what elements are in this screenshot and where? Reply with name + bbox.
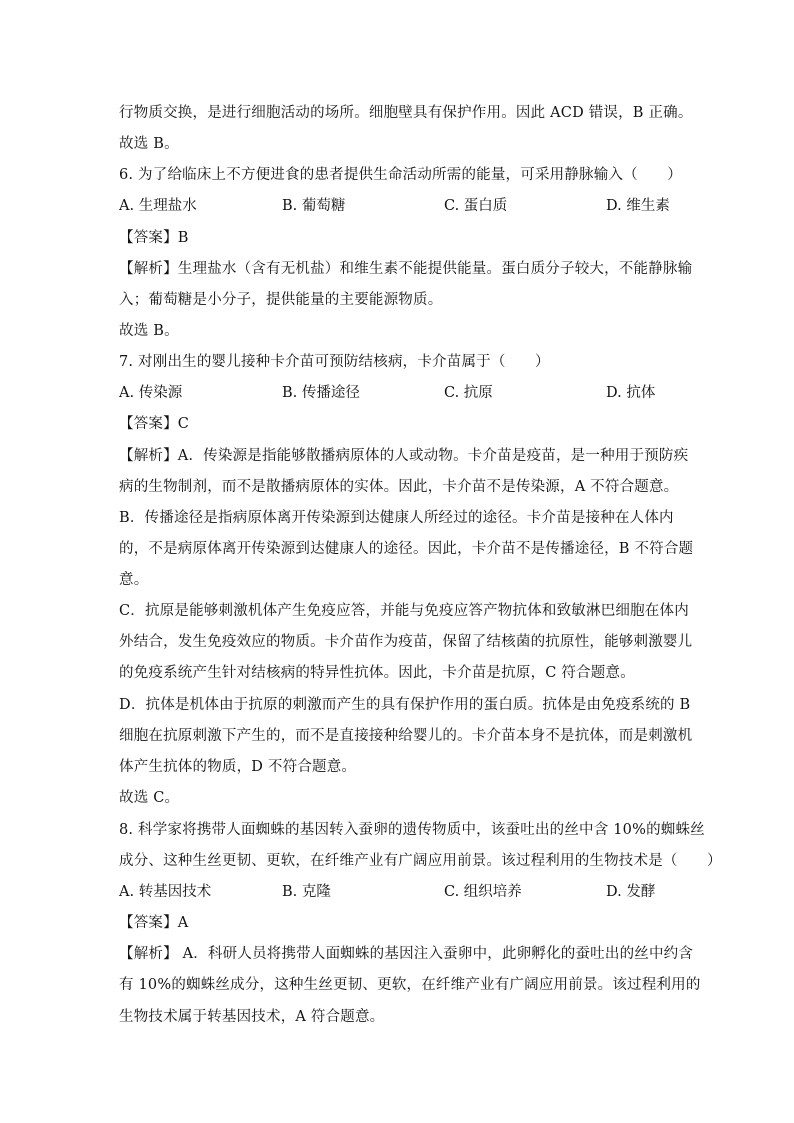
q7-explanation: 【解析】A．传染源是指能够散播病原体的人或动物。卡介苗是疫苗，是一种用于预防疾 — [119, 448, 689, 464]
q6-explanation: 【解析】生理盐水（含有无机盐）和维生素不能提供能量。蛋白质分子较大，不能静脉输 — [119, 261, 693, 277]
question-7: 7. 对刚出生的婴儿接种卡介苗可预防结核病，卡介苗属于（ ） — [119, 354, 550, 370]
q8-option-d: D. 发酵 — [606, 884, 656, 900]
q6-explanation: 入；葡萄糖是小分子，提供能量的主要能源物质。 — [119, 292, 443, 308]
q7-option-a: A. 传染源 — [119, 385, 183, 401]
q7-option-b: B. 传播途径 — [282, 385, 360, 401]
q7-explanation: 体产生抗体的物质，D 不符合题意。 — [119, 759, 357, 775]
q7-explanation: D．抗体是机体由于抗原的刺激而产生的具有保护作用的蛋白质。抗体是由免疫系统的 B — [119, 697, 691, 713]
q8-option-b: B. 克隆 — [282, 884, 331, 900]
q7-explanation: C．抗原是能够刺激机体产生免疫应答，并能与免疫应答产物抗体和致敏淋巴细胞在体内 — [119, 603, 689, 619]
q8-explanation: 有 10%的蜘蛛丝成分，这种生丝更韧、更软，在纤维产业有广阔应用前景。该过程利用的 — [119, 977, 701, 993]
q6-selection: 故选 B。 — [119, 323, 179, 339]
q6-option-a: A. 生理盐水 — [119, 198, 197, 214]
q6-answer: 【答案】B — [119, 230, 189, 246]
q7-selection: 故选 C。 — [119, 790, 180, 806]
q7-explanation: 的免疫系统产生针对结核病的特异性抗体。因此，卡介苗是抗原，C 符合题意。 — [119, 665, 635, 681]
question-8: 8. 科学家将携带人面蜘蛛的基因转入蚕卵的遗传物质中，该蚕吐出的丝中含 10%的蜘蛛丝 — [119, 822, 705, 838]
q7-answer: 【答案】C — [119, 416, 190, 432]
q6-option-d: D. 维生素 — [606, 198, 670, 214]
q7-explanation: 的，不是病原体离开传染源到达健康人的途径。因此，卡介苗不是传播途径，B 不符合题 — [119, 541, 694, 557]
q8-option-c: C. 组织培养 — [444, 884, 522, 900]
q6-option-b: B. 葡萄糖 — [282, 198, 346, 214]
text-line: 行物质交换，是进行细胞活动的场所。细胞壁具有保护作用。因此 ACD 错误，B 正确。 — [119, 105, 693, 121]
q7-explanation: B．传播途径是指病原体离开传染源到达健康人所经过的途径。卡介苗是接种在人体内 — [119, 510, 674, 526]
q6-option-c: C. 蛋白质 — [444, 198, 508, 214]
q7-explanation: 意。 — [119, 572, 149, 588]
q7-option-c: C. 抗原 — [444, 385, 493, 401]
question-8: 成分、这种生丝更韧、更软，在纤维产业有广阔应用前景。该过程利用的生物技术是（ ） — [119, 853, 722, 869]
q7-explanation: 外结合，发生免疫效应的物质。卡介苗作为疫苗，保留了结核菌的抗原性，能够刺激婴儿 — [119, 634, 693, 650]
q7-explanation: 细胞在抗原刺激下产生的，而不是直接接种给婴儿的。卡介苗本身不是抗体，而是刺激机 — [119, 728, 693, 744]
q8-option-a: A. 转基因技术 — [119, 884, 212, 900]
q8-explanation: 【解析】 A．科研人员将携带人面蜘蛛的基因注入蚕卵中，此卵孵化的蚕吐出的丝中约含 — [119, 946, 694, 962]
q8-answer: 【答案】A — [119, 915, 189, 931]
q7-option-d: D. 抗体 — [606, 385, 656, 401]
q7-explanation: 病的生物制剂，而不是散播病原体的实体。因此，卡介苗不是传染源，A 不符合题意。 — [119, 479, 679, 495]
q8-explanation: 生物技术属于转基因技术，A 符合题意。 — [119, 1009, 385, 1025]
text-line: 故选 B。 — [119, 136, 179, 152]
question-6: 6. 为了给临床上不方便进食的患者提供生命活动所需的能量，可采用静脉输入（ ） — [119, 167, 682, 183]
